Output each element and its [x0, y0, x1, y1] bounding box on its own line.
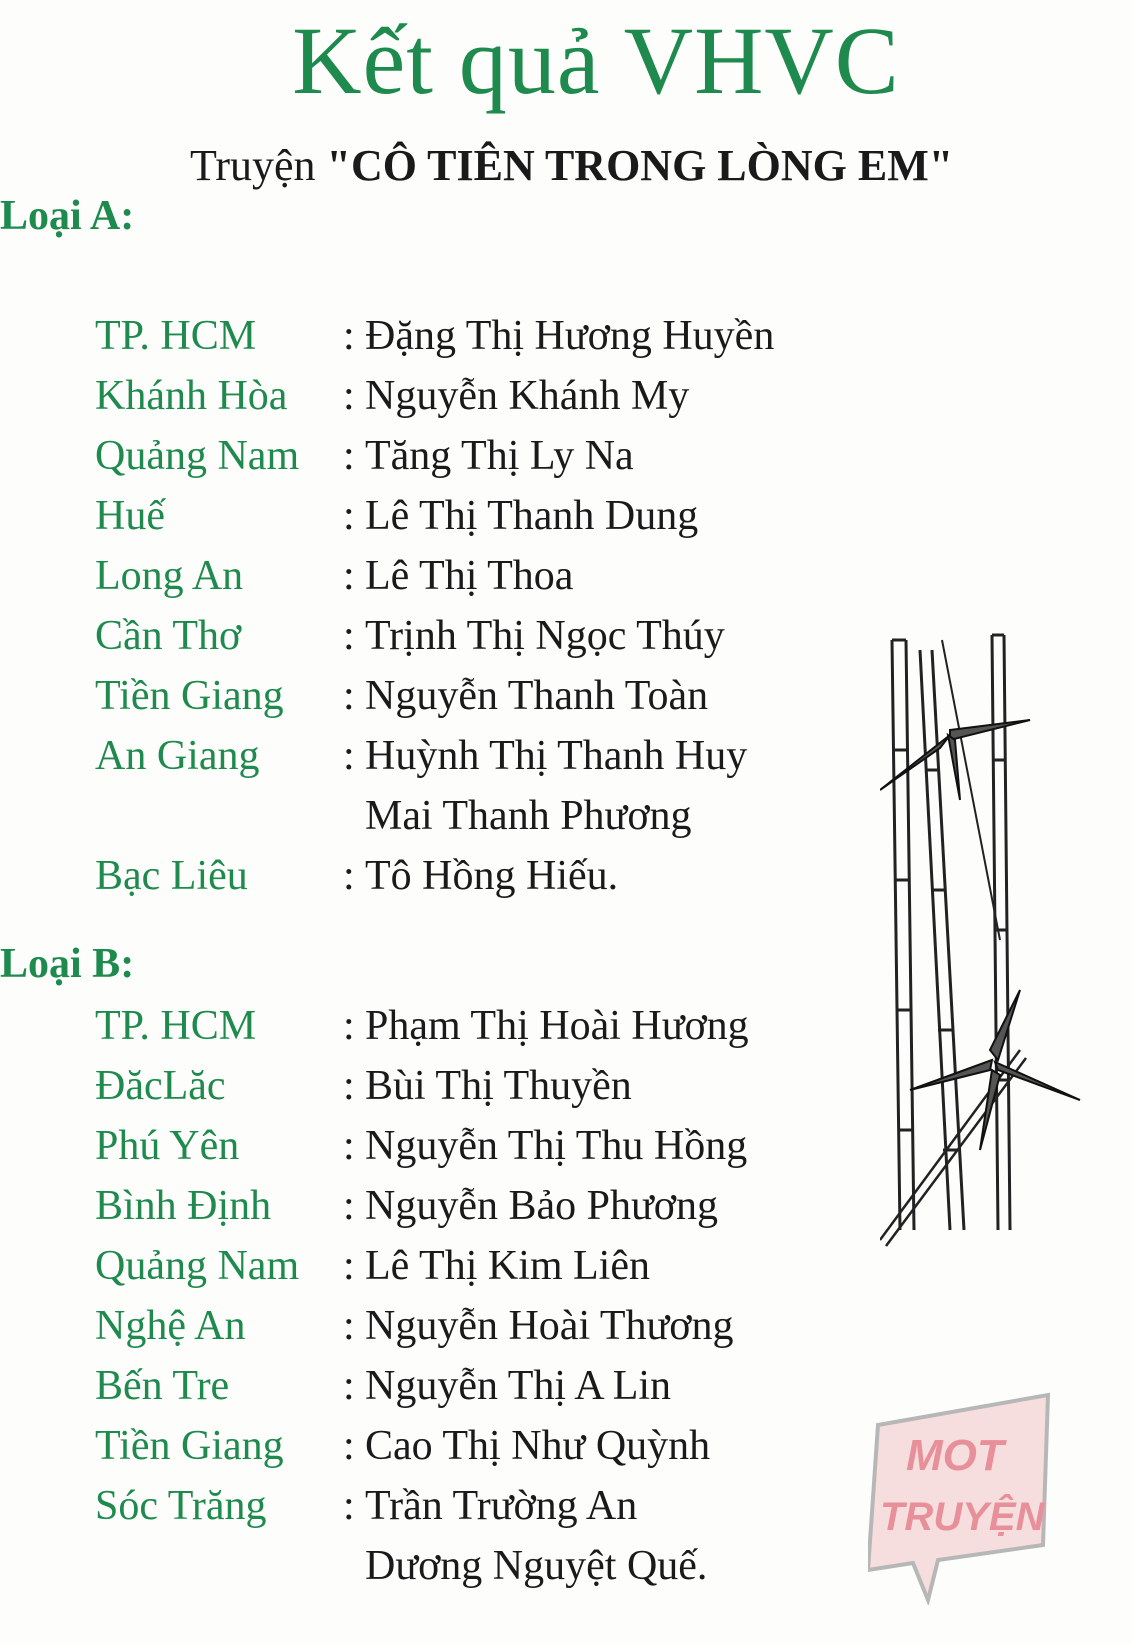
winner-name: Lê Thị Thoa — [365, 553, 574, 599]
separator: : — [343, 493, 355, 539]
province: An Giang — [95, 733, 260, 779]
winner-name: Nguyễn Thị Thu Hồng — [365, 1123, 748, 1169]
separator: : — [343, 373, 355, 419]
separator: : — [343, 1123, 355, 1169]
winner-name: Bùi Thị Thuyền — [365, 1063, 632, 1109]
result-row — [95, 996, 749, 1056]
province: Bạc Liêu — [95, 853, 248, 899]
separator: : — [343, 1003, 355, 1049]
separator: : — [343, 613, 355, 659]
result-row — [95, 306, 774, 366]
separator: : — [343, 1423, 355, 1469]
result-row — [95, 666, 774, 726]
province: Huế — [95, 493, 165, 539]
separator: : — [343, 1363, 355, 1409]
result-row — [95, 1236, 749, 1296]
separator: : — [343, 853, 355, 899]
separator: : — [343, 1483, 355, 1529]
separator: : — [343, 433, 355, 479]
province: TP. HCM — [95, 313, 257, 359]
province: Nghệ An — [95, 1303, 246, 1349]
result-row — [95, 606, 774, 666]
story-title — [190, 140, 953, 193]
separator: : — [343, 1243, 355, 1289]
province: Phú Yên — [95, 1123, 240, 1169]
winner-name: Cao Thị Như Quỳnh — [365, 1423, 711, 1469]
province: Sóc Trăng — [95, 1483, 267, 1529]
winner-name: Tăng Thị Ly Na — [365, 433, 634, 479]
separator: : — [343, 1303, 355, 1349]
separator: : — [343, 733, 355, 779]
winner-name: Nguyễn Thanh Toàn — [365, 673, 709, 719]
result-row — [95, 1536, 749, 1596]
province: Khánh Hòa — [95, 373, 288, 419]
result-row — [95, 1476, 749, 1536]
story-name: "CÔ TIÊN TRONG LÒNG EM" — [326, 141, 954, 190]
winner-name: Đặng Thị Hương Huyền — [365, 313, 775, 359]
separator: : — [343, 553, 355, 599]
province: ĐăcLăc — [95, 1063, 226, 1109]
province: TP. HCM — [95, 1003, 257, 1049]
winner-name: Trịnh Thị Ngọc Thúy — [365, 613, 725, 659]
result-row — [95, 846, 774, 906]
winner-name: Phạm Thị Hoài Hương — [365, 1003, 749, 1049]
page-title: Kết quả VHVC — [292, 7, 900, 114]
section-a-list — [95, 306, 774, 906]
winner-name: Dương Nguyệt Quế. — [365, 1543, 708, 1589]
result-row — [95, 1356, 749, 1416]
winner-name: Lê Thị Kim Liên — [365, 1243, 650, 1289]
bamboo-illustration — [880, 630, 1090, 1250]
province: Tiền Giang — [95, 1423, 284, 1469]
watermark-line2: TRUYỆN — [880, 1495, 1045, 1539]
result-row — [95, 1296, 749, 1356]
province: Bến Tre — [95, 1363, 230, 1409]
province: Long An — [95, 553, 244, 599]
result-row — [95, 726, 774, 786]
separator: : — [343, 313, 355, 359]
winner-name: Nguyễn Hoài Thương — [365, 1303, 734, 1349]
province: Cần Thơ — [95, 613, 242, 659]
winner-name: Tô Hồng Hiếu. — [365, 853, 619, 899]
result-row — [95, 366, 774, 426]
result-row — [95, 426, 774, 486]
winner-name: Nguyễn Bảo Phương — [365, 1183, 718, 1229]
province: Bình Định — [95, 1183, 272, 1229]
winner-name: Trần Trường An — [365, 1483, 638, 1529]
winner-name: Huỳnh Thị Thanh Huy — [365, 733, 748, 779]
result-row — [95, 486, 774, 546]
watermark-logo — [868, 1385, 1058, 1605]
separator: : — [343, 673, 355, 719]
separator: : — [343, 1063, 355, 1109]
story-prefix: Truyện — [190, 141, 316, 190]
province: Tiền Giang — [95, 673, 284, 719]
watermark-line1: MOT — [906, 1431, 1004, 1480]
section-b-list — [95, 996, 749, 1596]
winner-name: Nguyễn Thị A Lin — [365, 1363, 672, 1409]
result-row — [95, 1056, 749, 1116]
province: Quảng Nam — [95, 433, 300, 479]
province: Quảng Nam — [95, 1243, 300, 1289]
section-a-heading: Loại A: — [0, 193, 135, 239]
result-row — [95, 786, 774, 846]
result-row — [95, 546, 774, 606]
winner-name: Lê Thị Thanh Dung — [365, 493, 699, 539]
result-row — [95, 1116, 749, 1176]
section-b-heading: Loại B: — [0, 941, 135, 987]
winner-name: Nguyễn Khánh My — [365, 373, 690, 419]
result-row — [95, 1176, 749, 1236]
separator: : — [343, 1183, 355, 1229]
winner-name: Mai Thanh Phương — [365, 793, 692, 839]
result-row — [95, 1416, 749, 1476]
